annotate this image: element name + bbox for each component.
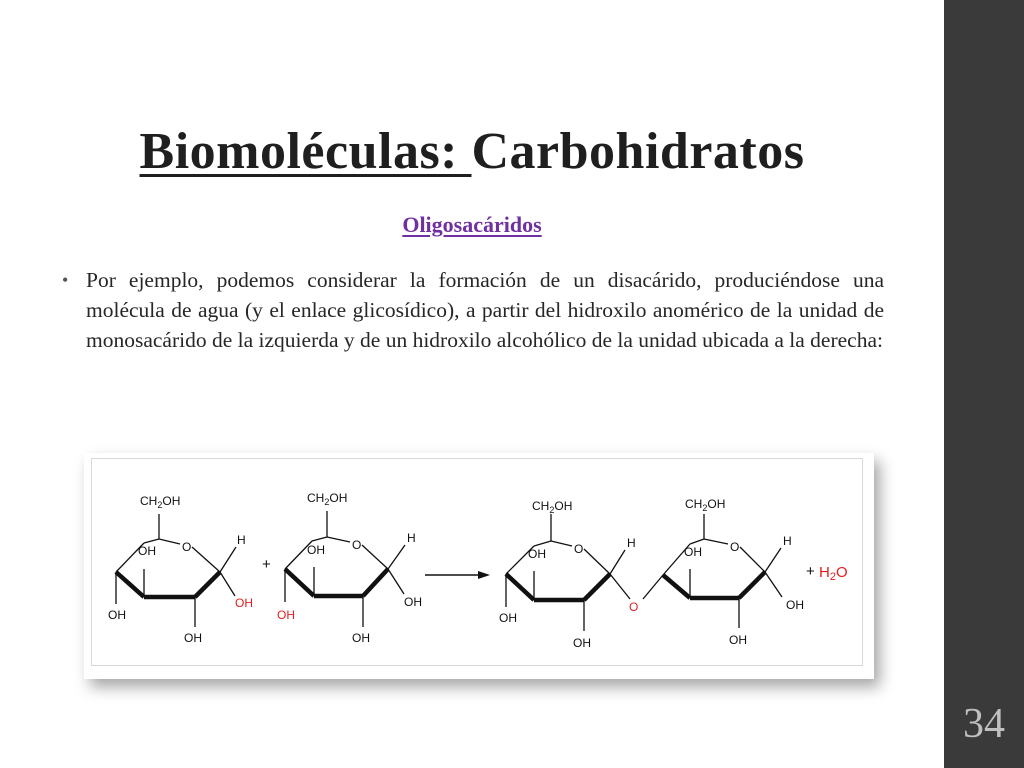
disaccharide-unit-left: [499, 499, 639, 650]
ring-oxygen: O: [352, 538, 362, 552]
c3-oh-label-red: OH: [277, 608, 295, 622]
water-label: $H_2O$: [819, 564, 848, 583]
slide-title: [0, 122, 944, 181]
monosaccharide-middle: [277, 491, 422, 645]
title-underlined-part: Biomoléculas:: [139, 123, 472, 180]
c4-oh-label: OH: [307, 543, 325, 557]
ch2oh-label: $CH_2OH$: [685, 497, 726, 513]
anomeric-oh-label: OH: [404, 595, 422, 609]
bullet-marker: •: [62, 270, 69, 290]
bullet-text: Por ejemplo, podemos considerar la formación de un disacárido, produciéndose una molécula de agua (y el enlace glicosídico), a partir del hidroxilo anomérico de la unidad de monosacárido de la izquierda y de un hidroxilo alcohólico de la unidad ubicada a la derecha:: [86, 268, 884, 352]
disaccharide-reaction-figure: [91, 458, 863, 666]
ch2oh-label: $CH_2OH$: [140, 494, 181, 510]
c2-oh-label: OH: [573, 636, 591, 650]
slide-subtitle: Oligosacáridos: [402, 212, 542, 237]
plus-sign-2: +: [806, 563, 815, 580]
c2-oh-label: OH: [729, 633, 747, 647]
reaction-diagram: [92, 459, 862, 665]
ring-oxygen: O: [182, 540, 192, 554]
ch2oh-label: $CH_2OH$: [307, 491, 348, 507]
c4-oh-label: OH: [528, 547, 546, 561]
c3-oh-label: OH: [499, 611, 517, 625]
glycosidic-oxygen: O: [629, 600, 639, 614]
page-number: 34: [963, 701, 1005, 747]
anomeric-oh-label: OH: [786, 598, 804, 612]
ring-oxygen: O: [574, 542, 584, 556]
reaction-arrow: [425, 571, 490, 579]
c4-oh-label: OH: [138, 544, 156, 558]
title-rest: Carbohidratos: [471, 123, 805, 180]
anomeric-h-label: H: [237, 533, 246, 547]
c4-oh-label: OH: [684, 545, 702, 559]
glycosidic-bond: [610, 574, 663, 614]
c2-oh-label: OH: [184, 631, 202, 645]
anomeric-h-label: H: [783, 534, 792, 548]
ring-oxygen: O: [730, 540, 740, 554]
right-sidebar: [944, 0, 1024, 768]
disaccharide-unit-right: [663, 497, 804, 647]
plus-sign-1: +: [262, 556, 271, 573]
anomeric-h-label: H: [627, 536, 636, 550]
monosaccharide-left: [108, 494, 253, 645]
c2-oh-label: OH: [352, 631, 370, 645]
anomeric-h-label: H: [407, 531, 416, 545]
anomeric-oh-label: OH: [235, 596, 253, 610]
ch2oh-label: $CH_2OH$: [532, 499, 573, 515]
bullet-item: [62, 265, 884, 355]
c3-oh-label: OH: [108, 608, 126, 622]
